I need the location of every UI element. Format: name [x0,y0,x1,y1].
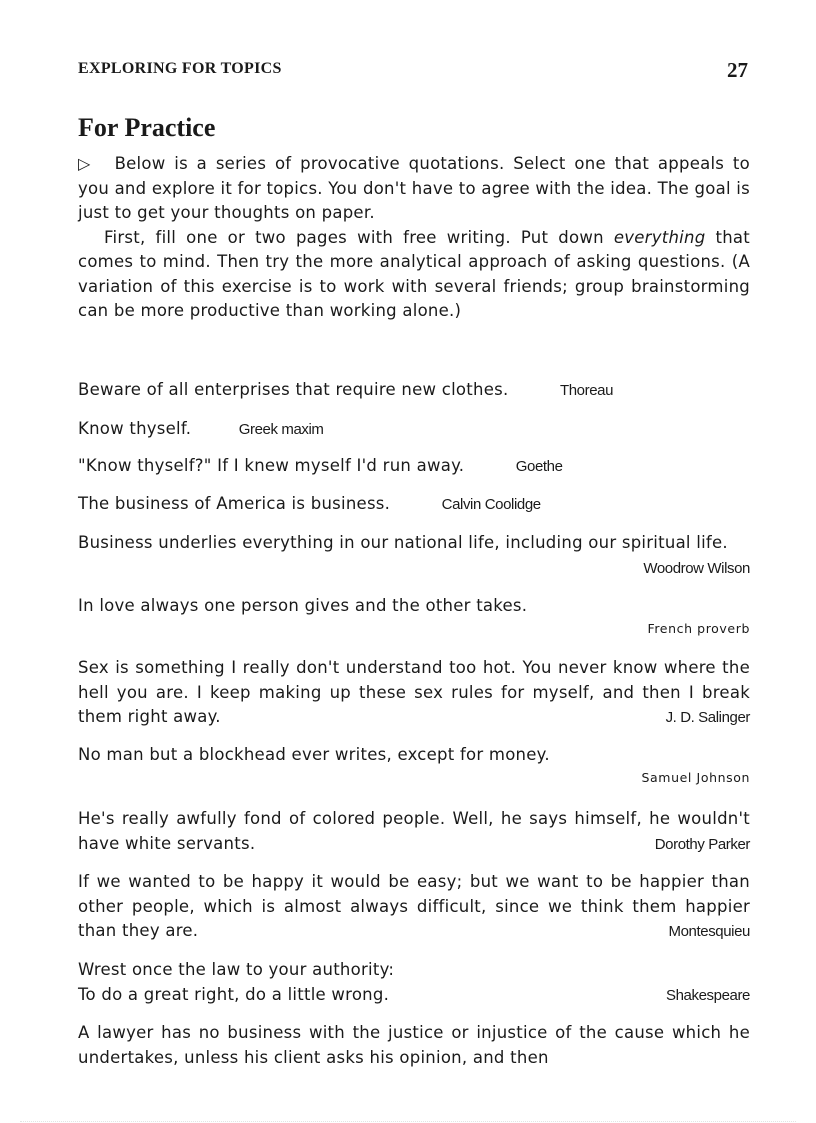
quote-text: Beware of all enterprises that require new clothes. [78,380,509,399]
quote-item [78,807,750,857]
quote-text: Business underlies everything in our national life, including our spiritual life. Woodrow Wilson [78,531,750,556]
quote-item [78,743,750,788]
quote-author: Montesquieu [668,923,750,940]
quote-author: Thoreau [559,382,614,399]
quote-text: He's really awfully fond of colored people. Well, he says himself, he wouldn't have white servants. Dorothy Parker [78,807,750,856]
quote-author: Goethe [515,458,563,475]
quote-text: If we wanted to be happy it would be easy; but we want to be happier than other people, which is almost always difficult, since we think them happier than they are. Montesquieu [78,870,750,944]
quote-author: J. D. Salinger [665,709,750,726]
quote-author: Shakespeare [666,986,750,1004]
intro-paragraph-1: ▷ Below is a series of provocative quotations. Select one that appeals to you and explore it for topics. You don't have to agree with the idea. The goal is just to get your thoughts on paper. [78,154,750,222]
quote-author: Dorothy Parker [654,835,750,853]
page-number: 27 [727,58,748,82]
intro-paragraph-2: First, fill one or two pages with free writing. Put down everything that comes to mind. Then try the more analytical approach of asking questions. (A variation of this exercise is to work with several friends; group brainstorming can be more productive than working alone.) [78,227,750,320]
quote-item [78,531,750,581]
quote-item [78,417,750,443]
quote-item [78,454,750,480]
quote-author: Samuel Johnson [641,769,750,785]
quote-text: Sex is something I really don't understand too hot. You never know where the hell you are. I keep making up these sex rules for myself, and then I break them right away. J. D. Salinger [78,656,750,730]
page-edge-divider [20,1121,796,1122]
section-title: For Practice [78,113,216,142]
quote-author: Woodrow Wilson [643,559,750,577]
quote-item [78,594,750,639]
quote-item [78,1021,750,1070]
quote-author: French proverb [647,620,750,636]
quote-author: Greek maxim [238,421,324,438]
quote-text: Know thyself. [78,419,192,438]
quote-item [78,378,750,404]
quote-item [78,656,750,731]
quote-item [78,492,750,518]
quote-text: No man but a blockhead ever writes, except for money. [78,745,550,764]
running-header: EXPLORING FOR TOPICS [78,60,282,77]
quote-author: Calvin Coolidge [441,496,541,513]
quote-text: "Know thyself?" If I knew myself I'd run away. [78,456,465,475]
quote-text: A lawyer has no business with the justice or injustice of the cause which he undertakes, unless his client asks his opinion, and then [78,1023,750,1067]
intro-text [78,152,750,324]
quote-text: In love always one person gives and the other takes. [78,596,528,615]
quote-text: The business of America is business. [78,494,391,513]
quote-item [78,958,750,1008]
triangle-marker-icon: ▷ [78,154,91,173]
quote-line-1: Wrest once the law to your authority: [78,960,395,979]
quote-item [78,870,750,945]
quote-line-2: To do a great right, do a little wrong. Shakespeare [78,983,750,1008]
